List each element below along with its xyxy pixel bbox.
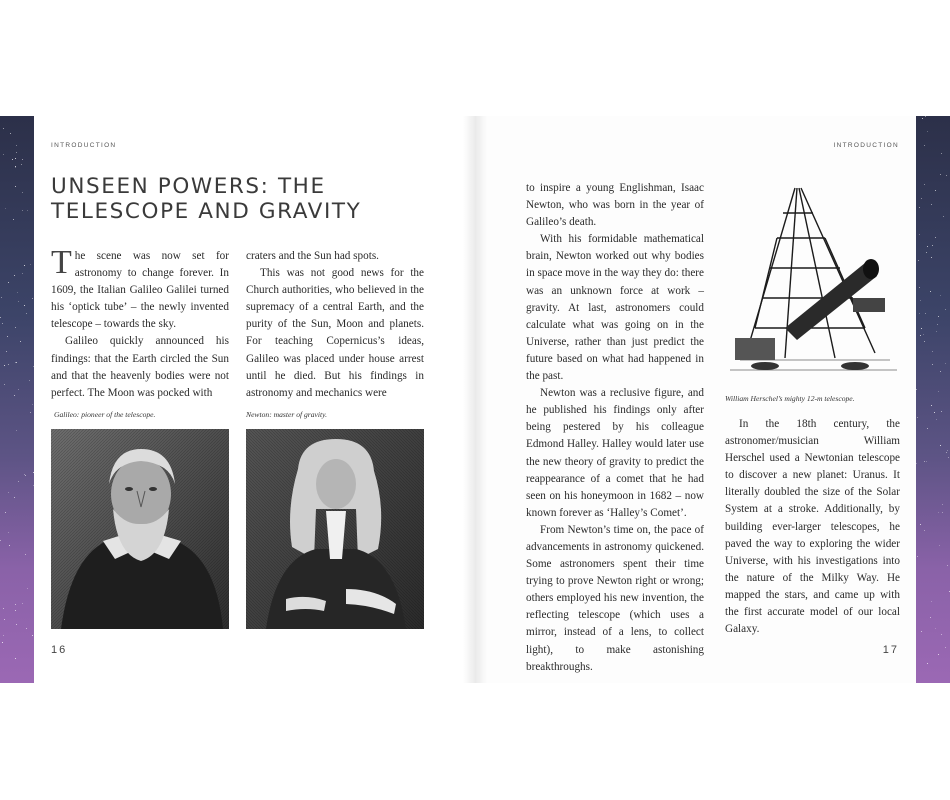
paragraph: Newton was a reclusive figure, and he published his findings only after being pestered by his colleague Edmond Halley. Halley would later use the new theory of gravity to predict the reappearance of a comet that he had seen on his honeymoon in 1682 – now known forever as ‘Halley’s Comet’. [526, 387, 704, 519]
star-dot [942, 504, 943, 505]
paragraph: he scene was now set for astronomy to change forever. In 1609, the Italian Galileo Galilei turned his ‘optick tube’ – the newly invented telescope – towards the sky. [51, 250, 229, 331]
book-spread [0, 116, 950, 683]
star-dot [938, 654, 939, 655]
newton-portrait [246, 429, 424, 629]
star-dot [936, 419, 937, 420]
star-dot [30, 264, 31, 265]
star-dot [938, 316, 939, 317]
star-dot [24, 305, 25, 306]
star-dot [924, 530, 925, 531]
star-dot [27, 210, 28, 211]
drop-cap: T [51, 244, 72, 281]
star-dot [6, 351, 7, 352]
star-dot [927, 663, 928, 664]
star-dot [18, 301, 19, 302]
star-dot [923, 334, 924, 335]
star-dot [24, 474, 25, 475]
paragraph: From Newton’s time on, the pace of advancements in astronomy quickened. Some astronomers spent their time trying to prove Newton right or wrong; others employed his new invention, the reflecting telescope (which uses a mirror, instead of a lens, to collect light), to make astonishing breakthroughs. [526, 523, 704, 673]
page-number-right: 17 [882, 644, 899, 656]
star-dot [921, 328, 922, 329]
right-page [475, 116, 916, 683]
star-dot [29, 380, 30, 381]
star-dot [3, 608, 4, 609]
star-dot [940, 371, 941, 372]
star-dot [20, 341, 21, 342]
star-dot [15, 327, 16, 328]
star-dot [22, 273, 23, 274]
star-dot [22, 192, 23, 193]
star-dot [927, 428, 928, 429]
star-dot [21, 164, 22, 165]
star-dot [925, 116, 926, 117]
star-dot [4, 365, 5, 366]
gutter-shadow [463, 116, 487, 683]
star-dot [15, 166, 16, 167]
star-dot [1, 297, 2, 298]
star-dot [2, 323, 3, 324]
star-dot [947, 450, 948, 451]
star-dot [941, 153, 942, 154]
star-dot [27, 588, 28, 589]
star-dot [16, 362, 17, 363]
paragraph: With his formidable mathematical brain, Newton worked out why bodies in space move in the way they do: there was an unknown force at work – gravity. At last, astronomers could calculate what was going on in the Universe, rather than just predict the future based on what had happened in the past. [526, 233, 704, 383]
star-dot [920, 300, 921, 301]
star-dot [946, 175, 947, 176]
star-dot [919, 313, 920, 314]
star-dot [15, 610, 16, 611]
star-dot [917, 556, 918, 557]
star-dot [938, 391, 939, 392]
star-dot [26, 313, 27, 314]
star-dot [12, 159, 13, 160]
star-dot [948, 457, 949, 458]
star-dot [922, 118, 923, 119]
star-dot [919, 287, 920, 288]
star-dot [24, 265, 25, 266]
star-dot [941, 411, 942, 412]
running-head-left: INTRODUCTION [51, 142, 117, 149]
star-dot [15, 158, 16, 159]
star-dot [15, 604, 16, 605]
star-dot [32, 298, 33, 299]
star-dot [940, 295, 941, 296]
paragraph: to inspire a young Englishman, Isaac Newton, who was born in the year of Galileo’s death. [526, 182, 704, 229]
left-column-1 [51, 244, 229, 402]
star-dot [5, 512, 6, 513]
star-dot [940, 174, 941, 175]
star-dot [30, 412, 31, 413]
caption-herschel: William Herschel’s mighty 12-m telescope. [725, 394, 855, 403]
star-dot [10, 133, 11, 134]
caption-galileo: Galileo: pioneer of the telescope. [54, 410, 156, 419]
star-dot [16, 152, 17, 153]
star-dot [4, 384, 5, 385]
star-dot [15, 362, 16, 363]
star-dot [18, 389, 19, 390]
star-dot [3, 635, 4, 636]
star-dot [32, 404, 33, 405]
star-dot [931, 601, 932, 602]
star-dot [932, 364, 933, 365]
star-dot [18, 481, 19, 482]
star-dot [4, 619, 5, 620]
star-dot [25, 554, 26, 555]
herschel-telescope-illustration [725, 178, 903, 390]
page-number-left: 16 [51, 644, 68, 656]
star-dot [931, 257, 932, 258]
star-dot [931, 204, 932, 205]
star-dot [15, 186, 16, 187]
star-dot [14, 395, 15, 396]
star-dot [8, 282, 9, 283]
star-dot [931, 405, 932, 406]
star-dot [921, 631, 922, 632]
star-dot [2, 642, 3, 643]
star-dot [945, 363, 946, 364]
star-dot [919, 234, 920, 235]
galileo-portrait [51, 429, 229, 629]
star-dot [927, 246, 928, 247]
star-dot [940, 445, 941, 446]
star-dot [15, 658, 16, 659]
star-dot [924, 145, 925, 146]
star-dot [9, 545, 10, 546]
star-dot [0, 540, 1, 541]
title-line-2: TELESCOPE AND GRAVITY [51, 199, 362, 224]
star-dot [936, 331, 937, 332]
star-dot [935, 628, 936, 629]
paragraph: In the 18th century, the astronomer/musician William Herschel used a Newtonian telescope to discover a new planet: Uranus. It literally doubled the size of the Solar System at a stroke. Additionally, by building ever-larger telescopes, he paved the way to exploring the wider Universe, with his investigations into the nature of the Milky Way. He mapped the stars, and came up with the first accurate model of our local Galaxy. [725, 418, 900, 636]
star-dot [934, 412, 935, 413]
star-dot [16, 624, 17, 625]
star-dot [919, 207, 920, 208]
star-dot [8, 492, 9, 493]
starfield-edge-left [0, 116, 34, 683]
star-dot [947, 565, 948, 566]
star-dot [917, 417, 918, 418]
left-column-2 [246, 248, 424, 402]
star-dot [932, 245, 933, 246]
star-dot [921, 198, 922, 199]
star-dot [926, 252, 927, 253]
star-dot [22, 159, 23, 160]
star-dot [0, 317, 1, 318]
star-dot [916, 389, 917, 390]
star-dot [13, 219, 14, 220]
star-dot [17, 292, 18, 293]
star-dot [945, 309, 946, 310]
star-dot [930, 291, 931, 292]
star-dot [16, 145, 17, 146]
star-dot [945, 647, 946, 648]
star-dot [920, 335, 921, 336]
star-dot [7, 336, 8, 337]
star-dot [32, 635, 33, 636]
star-dot [937, 324, 938, 325]
star-dot [22, 210, 23, 211]
star-dot [26, 628, 27, 629]
star-dot [924, 184, 925, 185]
star-dot [918, 260, 919, 261]
star-dot [8, 532, 9, 533]
running-head-right: INTRODUCTION [833, 142, 899, 149]
title-line-1: UNSEEN POWERS: THE [51, 174, 326, 199]
star-dot [942, 512, 943, 513]
star-dot [927, 131, 928, 132]
star-dot [8, 364, 9, 365]
star-dot [3, 128, 4, 129]
star-dot [926, 461, 927, 462]
star-dot [939, 545, 940, 546]
star-dot [935, 237, 936, 238]
paragraph: This was not good news for the Church authorities, who believed in the supremacy of a central Earth, and the purity of the Sun, Moon and planets. For teaching Copernicus’s ideas, Galileo was placed under house arrest until he died. But his findings in astronomy and mechanics were [246, 267, 424, 399]
star-dot [16, 430, 17, 431]
star-dot [941, 634, 942, 635]
paragraph: Galileo quickly announced his findings: that the Earth circled the Sun and that the heavenly bodies were not perfect. The Moon was pocked with [51, 335, 229, 399]
page-title [51, 174, 361, 224]
star-dot [925, 313, 926, 314]
star-dot [930, 617, 931, 618]
left-page [34, 116, 475, 683]
star-dot [935, 190, 936, 191]
star-dot [22, 603, 23, 604]
star-dot [943, 216, 944, 217]
star-dot [920, 524, 921, 525]
star-dot [3, 154, 4, 155]
star-dot [14, 275, 15, 276]
star-dot [25, 475, 26, 476]
starfield-edge-right [916, 116, 950, 683]
star-dot [932, 351, 933, 352]
paragraph: craters and the Sun had spots. [246, 250, 379, 262]
star-dot [946, 452, 947, 453]
right-column-2 [725, 416, 900, 638]
caption-newton: Newton: master of gravity. [246, 410, 327, 419]
star-dot [938, 512, 939, 513]
star-dot [14, 497, 15, 498]
right-column-1 [526, 180, 704, 676]
star-dot [5, 208, 6, 209]
star-dot [924, 341, 925, 342]
star-dot [916, 463, 917, 464]
